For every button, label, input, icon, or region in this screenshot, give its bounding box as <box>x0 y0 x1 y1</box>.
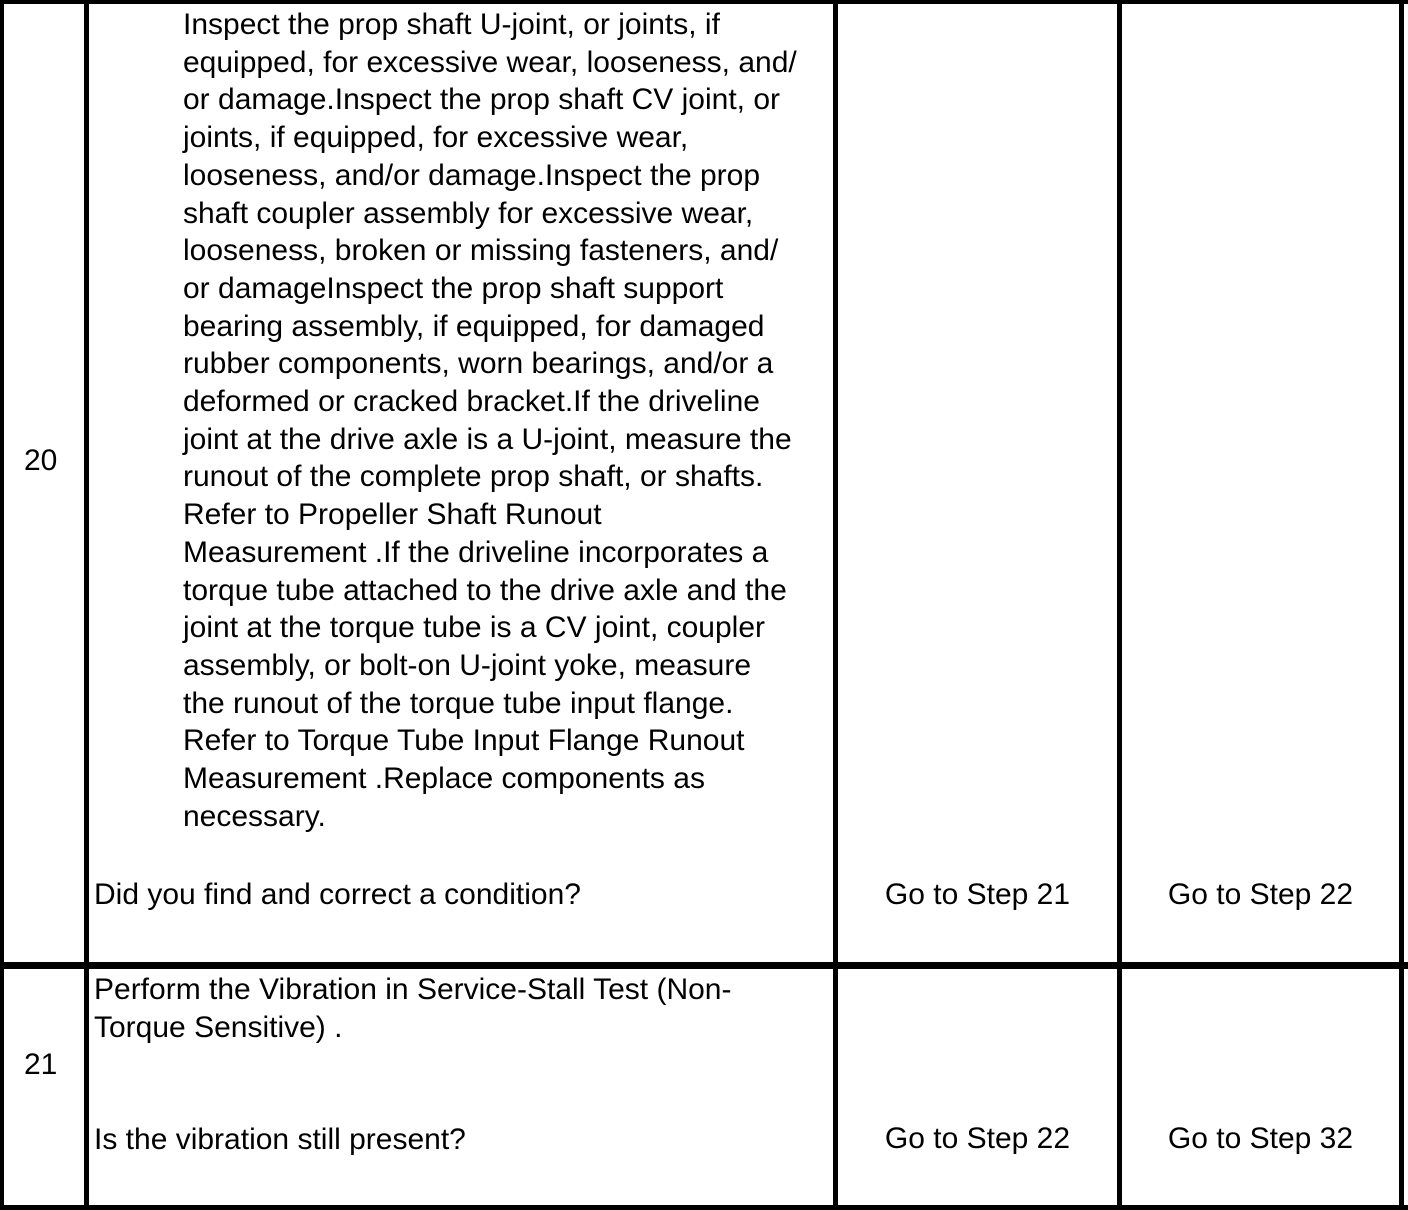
grid-line <box>1117 0 1122 1210</box>
no-action: Go to Step 22 <box>1167 878 1354 911</box>
instruction-line: Perform the Vibration in Service-Stall Test (Non- <box>94 973 732 1006</box>
instruction-line: looseness, broken or missing fasteners, and/ <box>183 234 779 268</box>
instruction-line: Measurement .If the driveline incorporates a <box>183 535 769 569</box>
instruction-line: deformed or cracked bracket.If the driveline <box>183 385 760 419</box>
step-number: 21 <box>24 1048 58 1081</box>
step-question: Did you find and correct a condition? <box>94 878 581 911</box>
instruction-line: or damageInspect the prop shaft support <box>183 271 724 305</box>
instruction-line: runout of the complete prop shaft, or shafts. <box>183 460 764 494</box>
instruction-line: Refer to Torque Tube Input Flange Runout <box>183 724 745 758</box>
instruction-line: Torque Sensitive) . <box>94 1010 343 1044</box>
instruction-line: necessary. <box>183 799 326 833</box>
instruction-line: equipped, for excessive wear, looseness, and/ <box>183 45 797 79</box>
instruction-line: joint at the drive axle is a U-joint, measure the <box>183 422 792 456</box>
yes-action: Go to Step 21 <box>884 878 1071 911</box>
grid-line <box>1399 0 1404 1210</box>
instruction-line: assembly, or bolt-on U-joint yoke, measure <box>183 648 752 682</box>
grid-line <box>0 962 1408 969</box>
instruction-line: the runout of the torque tube input flange. <box>183 686 734 720</box>
instruction-line: shaft coupler assembly for excessive wear, <box>183 196 754 230</box>
grid-line <box>0 0 4 1210</box>
yes-action: Go to Step 22 <box>884 1122 1071 1155</box>
instruction-line: or damage.Inspect the prop shaft CV joint, or <box>183 83 780 117</box>
instruction-line: torque tube attached to the drive axle and the <box>183 573 787 607</box>
instruction-line: Measurement .Replace components as <box>183 762 705 796</box>
step-number: 20 <box>24 444 58 477</box>
grid-line <box>84 0 89 1210</box>
instruction-line: joint at the torque tube is a CV joint, coupler <box>183 611 766 645</box>
grid-line <box>0 0 1408 4</box>
step-question: Is the vibration still present? <box>94 1123 466 1156</box>
grid-line <box>833 0 838 1210</box>
instruction-line: bearing assembly, if equipped, for damaged <box>183 309 765 343</box>
instruction-line: looseness, and/or damage.Inspect the prop <box>183 158 761 192</box>
instruction-line: rubber components, worn bearings, and/or a <box>183 347 774 381</box>
instruction-line: Inspect the prop shaft U-joint, or joints, if <box>183 8 720 41</box>
instruction-line: joints, if equipped, for excessive wear, <box>183 121 689 155</box>
grid-line <box>0 1205 1408 1210</box>
step-instruction <box>94 971 732 1046</box>
no-action: Go to Step 32 <box>1167 1122 1354 1155</box>
instruction-line: Refer to Propeller Shaft Runout <box>183 498 602 532</box>
step-instruction <box>183 6 797 835</box>
